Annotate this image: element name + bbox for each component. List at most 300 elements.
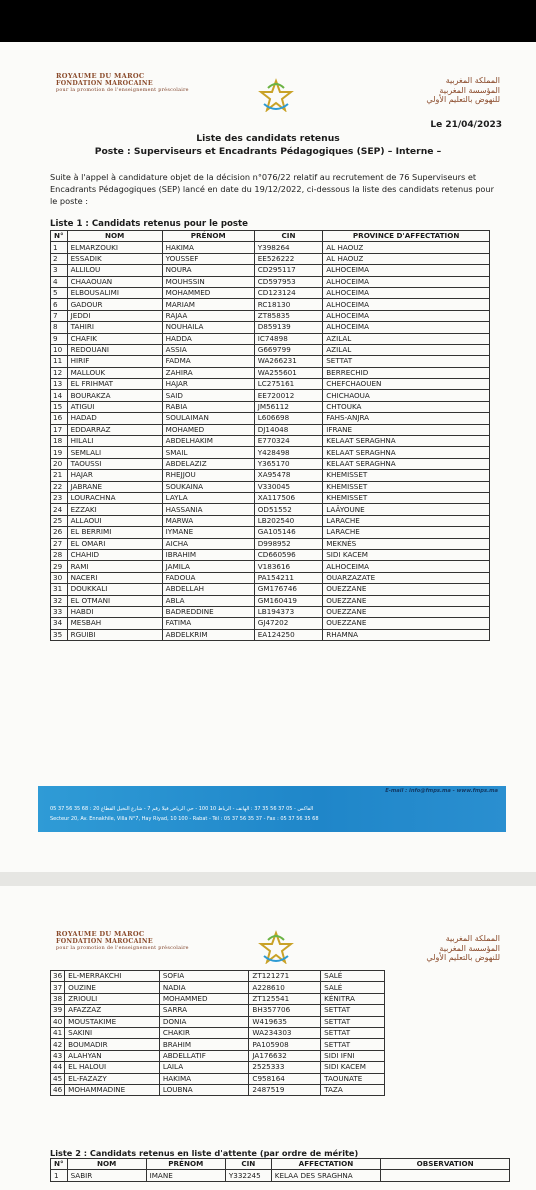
- fmps-star-logo-icon: [258, 78, 294, 112]
- cell-prenom: DONIA: [159, 1016, 249, 1027]
- cell-nom: RGUIBI: [67, 629, 162, 640]
- cell-province: SETTAT: [323, 356, 490, 367]
- cell-number: 17: [51, 424, 68, 435]
- list2-title: Liste 2 : Candidats retenus en liste d'attente (par ordre de mérite): [50, 1148, 359, 1158]
- wcol-number: N°: [51, 1159, 68, 1170]
- page-gap: [0, 872, 536, 886]
- cell-cin: Y365170: [254, 458, 322, 469]
- col-province: PROVINCE D'AFFECTATION: [323, 231, 490, 242]
- table-row: [51, 1050, 385, 1061]
- table-row: [51, 481, 490, 492]
- cell-prenom: HAKIMA: [162, 242, 254, 253]
- cell-nom: MESBAH: [67, 618, 162, 629]
- cell-nom: ALLILOU: [67, 265, 162, 276]
- cell-nom: SABIR: [67, 1170, 146, 1181]
- cell-province: KHEMISSET: [323, 470, 490, 481]
- col-prenom: PRÉNOM: [162, 231, 254, 242]
- cell-province: OUEZZANE: [323, 618, 490, 629]
- footer-band: [38, 786, 506, 832]
- col-number: N°: [51, 231, 68, 242]
- document-page-2: [0, 886, 536, 1190]
- cell-number: 20: [51, 458, 68, 469]
- cell-number: 8: [51, 322, 68, 333]
- cell-prenom: ABDELKRIM: [162, 629, 254, 640]
- footer-address-arabic: 05 37 56 35 68 : الفاكس - 05 37 56 35 37 : الهاتف - الرباط 10 100 - حي الرياض فيلا رقم 7 - شارع النخيل القطاع 20: [50, 806, 314, 812]
- cell-number: 38: [51, 993, 65, 1004]
- cell-number: 24: [51, 504, 68, 515]
- cell-prenom: AICHA: [162, 538, 254, 549]
- cell-province: AZILAL: [323, 333, 490, 344]
- cell-number: 19: [51, 447, 68, 458]
- footer-address-french: Secteur 20, Av. Ennakhile, Villa N°7, Hay Riyad, 10 100 - Rabat - Tél : 05 37 56 35 37 - Fax : 05 37 56 35 68: [50, 816, 319, 822]
- table-row: [51, 1084, 385, 1095]
- cell-prenom: HASSANIA: [162, 504, 254, 515]
- header-arabic-line2-p2: المؤسسة المغربية: [439, 943, 500, 953]
- cell-prenom: RABIA: [162, 401, 254, 412]
- table-row: [51, 1073, 385, 1084]
- cell-nom: CHAFIK: [67, 333, 162, 344]
- table-row: [51, 436, 490, 447]
- cell-number: 33: [51, 606, 68, 617]
- cell-cin: E770324: [254, 436, 322, 447]
- cell-cin: ZT125541: [249, 993, 321, 1004]
- table-row: [51, 538, 490, 549]
- cell-province: OUEZZANE: [323, 606, 490, 617]
- table-row: [51, 549, 490, 560]
- cell-province: LARACHE: [323, 527, 490, 538]
- cell-province: SETTAT: [321, 1005, 385, 1016]
- cell-cin: PA105908: [249, 1039, 321, 1050]
- table-row: [51, 1016, 385, 1027]
- cell-cin: Y398264: [254, 242, 322, 253]
- cell-nom: HADAD: [67, 413, 162, 424]
- header-arabic-line1: المملكة المغربية: [445, 76, 500, 85]
- cell-province: LAÂYOUNE: [323, 504, 490, 515]
- cell-province: AL HAOUZ: [323, 242, 490, 253]
- cell-province: IFRANE: [323, 424, 490, 435]
- table-row: [51, 367, 490, 378]
- cell-cin: LB194373: [254, 606, 322, 617]
- cell-number: 26: [51, 527, 68, 538]
- cell-cin: RC18130: [254, 299, 322, 310]
- cell-cin: L606698: [254, 413, 322, 424]
- cell-cin: CD295117: [254, 265, 322, 276]
- cell-number: 12: [51, 367, 68, 378]
- cell-province: KHEMISSET: [323, 481, 490, 492]
- cell-nom: JABRANE: [67, 481, 162, 492]
- cell-province: CHTOUKA: [323, 401, 490, 412]
- cell-nom: EL-MERRAKCHI: [65, 971, 160, 982]
- cell-number: 21: [51, 470, 68, 481]
- cell-prenom: SOFIA: [159, 971, 249, 982]
- cell-nom: MOHAMMADINE: [65, 1084, 160, 1095]
- table-row: [51, 1039, 385, 1050]
- cell-prenom: HADDA: [162, 333, 254, 344]
- cell-nom: SEMLALI: [67, 447, 162, 458]
- cell-prenom: FATIMA: [162, 618, 254, 629]
- table-row: [51, 447, 490, 458]
- cell-prenom: FADOUA: [162, 572, 254, 583]
- cell-cin: LB202540: [254, 515, 322, 526]
- cell-province: TAZA: [321, 1084, 385, 1095]
- cell-cin: 2525333: [249, 1062, 321, 1073]
- cell-cin: ZT121271: [249, 971, 321, 982]
- cell-prenom: ABDELHAKIM: [162, 436, 254, 447]
- cell-cin: Y332245: [225, 1170, 271, 1181]
- cell-prenom: LAYLA: [162, 492, 254, 503]
- cell-nom: HAJAR: [67, 470, 162, 481]
- cell-prenom: ABDELAZIZ: [162, 458, 254, 469]
- col-cin: CIN: [254, 231, 322, 242]
- table-row: [51, 629, 490, 640]
- cell-prenom: SARRA: [159, 1005, 249, 1016]
- cell-number: 10: [51, 344, 68, 355]
- cell-cin: DJ14048: [254, 424, 322, 435]
- cell-province: BERRECHID: [323, 367, 490, 378]
- table-row: [51, 606, 490, 617]
- cell-number: 1: [51, 1170, 68, 1181]
- cell-number: 7: [51, 310, 68, 321]
- top-black-bar: [0, 0, 536, 42]
- cell-number: 28: [51, 549, 68, 560]
- cell-cin: IC74898: [254, 333, 322, 344]
- cell-nom: ZRIOULI: [65, 993, 160, 1004]
- cell-number: 37: [51, 982, 65, 993]
- table-row: [51, 413, 490, 424]
- cell-nom: OUZINE: [65, 982, 160, 993]
- cell-cin: CD660596: [254, 549, 322, 560]
- cell-number: 40: [51, 1016, 65, 1027]
- cell-prenom: LAILA: [159, 1062, 249, 1073]
- cell-cin: A228610: [249, 982, 321, 993]
- wcol-cin: CIN: [225, 1159, 271, 1170]
- table-row: [51, 515, 490, 526]
- cell-number: 29: [51, 561, 68, 572]
- cell-cin: OD51552: [254, 504, 322, 515]
- cell-prenom: SMAIL: [162, 447, 254, 458]
- cell-province: SIDI KACEM: [323, 549, 490, 560]
- cell-prenom: FADMA: [162, 356, 254, 367]
- header-mission: pour la promotion de l'enseignement préscolaire: [56, 88, 189, 93]
- cell-prenom: IMANE: [146, 1170, 225, 1181]
- cell-province: CHICHAOUA: [323, 390, 490, 401]
- table-row: [51, 424, 490, 435]
- table-header-row: [51, 231, 490, 242]
- cell-cin: JA176632: [249, 1050, 321, 1061]
- cell-nom: HABDI: [67, 606, 162, 617]
- table-row: [51, 390, 490, 401]
- wcol-observation: OBSERVATION: [381, 1159, 510, 1170]
- cell-number: 45: [51, 1073, 65, 1084]
- table-row: [51, 356, 490, 367]
- cell-nom: EDDARRAZ: [67, 424, 162, 435]
- cell-nom: ALAHYAN: [65, 1050, 160, 1061]
- cell-number: 23: [51, 492, 68, 503]
- cell-number: 5: [51, 287, 68, 298]
- cell-nom: EL OMARI: [67, 538, 162, 549]
- wcol-prenom: PRÉNOM: [146, 1159, 225, 1170]
- table-row: [51, 265, 490, 276]
- wcol-affectation: AFFECTATION: [271, 1159, 381, 1170]
- cell-number: 43: [51, 1050, 65, 1061]
- cell-number: 14: [51, 390, 68, 401]
- table-row: [51, 618, 490, 629]
- table-row: [51, 287, 490, 298]
- cell-prenom: SOULAIMAN: [162, 413, 254, 424]
- cell-number: 42: [51, 1039, 65, 1050]
- cell-number: 1: [51, 242, 68, 253]
- cell-nom: ELBOUSALIMI: [67, 287, 162, 298]
- cell-nom: EL OTMANI: [67, 595, 162, 606]
- cell-province: OUEZZANE: [323, 584, 490, 595]
- cell-province: AL HAOUZ: [323, 253, 490, 264]
- list1-title: Liste 1 : Candidats retenus pour le poste: [50, 219, 248, 229]
- cell-number: 13: [51, 379, 68, 390]
- cell-province: ALHOCEIMA: [323, 299, 490, 310]
- cell-nom: HILALI: [67, 436, 162, 447]
- cell-prenom: IYMANE: [162, 527, 254, 538]
- fmps-star-logo-icon-p2: [258, 930, 294, 964]
- cell-province: ALHOCEIMA: [323, 310, 490, 321]
- table-row: [51, 1170, 510, 1181]
- table-row: [51, 1062, 385, 1073]
- cell-province: MEKNÈS: [323, 538, 490, 549]
- cell-cin: G669799: [254, 344, 322, 355]
- cell-nom: ESSADIK: [67, 253, 162, 264]
- header-kingdom: ROYAUME DU MAROC: [56, 72, 145, 80]
- cell-nom: EL FRIHMAT: [67, 379, 162, 390]
- cell-nom: MOUSTAKIME: [65, 1016, 160, 1027]
- cell-province: FAHS-ANJRA: [323, 413, 490, 424]
- cell-province: SIDI KACEM: [321, 1062, 385, 1073]
- cell-number: 44: [51, 1062, 65, 1073]
- cell-nom: EL HALOUI: [65, 1062, 160, 1073]
- cell-prenom: BRAHIM: [159, 1039, 249, 1050]
- table-row: [51, 344, 490, 355]
- table-row: [51, 470, 490, 481]
- table-row: [51, 527, 490, 538]
- cell-prenom: LOUBNA: [159, 1084, 249, 1095]
- cell-cin: LC275161: [254, 379, 322, 390]
- cell-nom: SAKINI: [65, 1027, 160, 1038]
- cell-nom: ATIGUI: [67, 401, 162, 412]
- cell-number: 39: [51, 1005, 65, 1016]
- table-row: [51, 310, 490, 321]
- cell-province: ALHOCEIMA: [323, 276, 490, 287]
- cell-prenom: SOUKAINA: [162, 481, 254, 492]
- cell-prenom: NOURA: [162, 265, 254, 276]
- cell-nom: AFAZZAZ: [65, 1005, 160, 1016]
- cell-nom: ELMARZOUKI: [67, 242, 162, 253]
- cell-prenom: NADIA: [159, 982, 249, 993]
- cell-prenom: BADREDDINE: [162, 606, 254, 617]
- cell-number: 36: [51, 971, 65, 982]
- wcol-nom: NOM: [67, 1159, 146, 1170]
- table-row: [51, 276, 490, 287]
- table-row: [51, 401, 490, 412]
- cell-prenom: SAID: [162, 390, 254, 401]
- table-row: [51, 492, 490, 503]
- cell-prenom: MOHAMMED: [159, 993, 249, 1004]
- cell-prenom: MARIAM: [162, 299, 254, 310]
- cell-prenom: ABDELLAH: [162, 584, 254, 595]
- cell-nom: RAMI: [67, 561, 162, 572]
- document-date: Le 21/04/2023: [430, 120, 502, 130]
- cell-cin: PA154211: [254, 572, 322, 583]
- header-arabic: [426, 76, 500, 105]
- table-row: [51, 572, 490, 583]
- table-row: [51, 379, 490, 390]
- cell-province: SETTAT: [321, 1039, 385, 1050]
- cell-province: ALHOCEIMA: [323, 322, 490, 333]
- table-row: [51, 458, 490, 469]
- cell-cin: CD597953: [254, 276, 322, 287]
- cell-number: 16: [51, 413, 68, 424]
- cell-nom: REDOUANI: [67, 344, 162, 355]
- table-row: [51, 595, 490, 606]
- table-row: [51, 971, 385, 982]
- cell-cin: EE526222: [254, 253, 322, 264]
- cell-nom: EL-FAZAZY: [65, 1073, 160, 1084]
- cell-number: 11: [51, 356, 68, 367]
- cell-prenom: CHAKIR: [159, 1027, 249, 1038]
- table-row: [51, 1027, 385, 1038]
- table-row: [51, 242, 490, 253]
- cell-number: 30: [51, 572, 68, 583]
- cell-province: SETTAT: [321, 1016, 385, 1027]
- document-subtitle: Poste : Superviseurs et Encadrants Pédagogiques (SEP) – Interne –: [94, 146, 442, 157]
- header-french-p2: [56, 930, 189, 951]
- cell-province: TAOUNATE: [321, 1073, 385, 1084]
- cell-nom: JEDDI: [67, 310, 162, 321]
- cell-number: 25: [51, 515, 68, 526]
- cell-prenom: RAJAA: [162, 310, 254, 321]
- cell-province: KELAAT SERAGHNA: [323, 436, 490, 447]
- cell-number: 35: [51, 629, 68, 640]
- header-kingdom-p2: ROYAUME DU MAROC: [56, 930, 145, 938]
- cell-prenom: ASSIA: [162, 344, 254, 355]
- cell-province: SALÉ: [321, 982, 385, 993]
- footer-email: E-mail : info@fmps.ma - www.fmps.ma: [385, 788, 498, 794]
- cell-number: 18: [51, 436, 68, 447]
- table-row: [51, 299, 490, 310]
- cell-prenom: MARWA: [162, 515, 254, 526]
- cell-number: 15: [51, 401, 68, 412]
- cell-nom: CHAAOUAN: [67, 276, 162, 287]
- table-row: [51, 333, 490, 344]
- cell-number: 4: [51, 276, 68, 287]
- cell-cin: GJ47202: [254, 618, 322, 629]
- table-row: [51, 504, 490, 515]
- cell-number: 9: [51, 333, 68, 344]
- candidates-table-continued: [50, 970, 385, 1096]
- cell-number: 32: [51, 595, 68, 606]
- cell-prenom: ABDELLATIF: [159, 1050, 249, 1061]
- cell-cin: D998952: [254, 538, 322, 549]
- cell-cin: GA105146: [254, 527, 322, 538]
- cell-prenom: ZAHIRA: [162, 367, 254, 378]
- header-foundation-p2: FONDATION MAROCAINE: [56, 938, 153, 945]
- cell-number: 27: [51, 538, 68, 549]
- cell-cin: V330045: [254, 481, 322, 492]
- table-row: [51, 1005, 385, 1016]
- cell-cin: XA117506: [254, 492, 322, 503]
- cell-nom: BOUMADIR: [65, 1039, 160, 1050]
- cell-prenom: RHEJJOU: [162, 470, 254, 481]
- header-arabic-line3: للنهوض بالتعليم الأولي: [426, 95, 500, 104]
- table-row: [51, 253, 490, 264]
- cell-cin: CD123124: [254, 287, 322, 298]
- cell-nom: MALLOUK: [67, 367, 162, 378]
- header-mission-p2: pour la promotion de l'enseignement préscolaire: [56, 946, 189, 951]
- cell-nom: EL BERRIMI: [67, 527, 162, 538]
- cell-prenom: HAJAR: [162, 379, 254, 390]
- cell-number: 6: [51, 299, 68, 310]
- cell-cin: 2487519: [249, 1084, 321, 1095]
- cell-province: ALHOCEIMA: [323, 561, 490, 572]
- cell-province: AZILAL: [323, 344, 490, 355]
- cell-province: KELAAT SERAGHNA: [323, 447, 490, 458]
- cell-province: ALHOCEIMA: [323, 265, 490, 276]
- cell-province: RHAMNA: [323, 629, 490, 640]
- cell-cin: GM176746: [254, 584, 322, 595]
- cell-province: OUARZAZATE: [323, 572, 490, 583]
- cell-prenom: ABLA: [162, 595, 254, 606]
- document-page-1: [0, 42, 536, 872]
- intro-paragraph: Suite à l'appel à candidature objet de la décision n°076/22 relatif au recrutement de 76 Superviseurs et Encadrants Pédagogiques (SEP) lancé en date du 19/12/2022, ci-dessous la liste des candidats retenus pour le poste :: [50, 172, 494, 206]
- cell-cin: XA95478: [254, 470, 322, 481]
- cell-nom: CHAHID: [67, 549, 162, 560]
- cell-cin: EE720012: [254, 390, 322, 401]
- cell-nom: LOURACHNA: [67, 492, 162, 503]
- cell-province: SETTAT: [321, 1027, 385, 1038]
- cell-number: 34: [51, 618, 68, 629]
- cell-prenom: MOUHSSIN: [162, 276, 254, 287]
- cell-cin: WA266231: [254, 356, 322, 367]
- header-arabic-p2: [426, 934, 500, 963]
- table-row: [51, 993, 385, 1004]
- cell-cin: ZT85835: [254, 310, 322, 321]
- cell-cin: JM56112: [254, 401, 322, 412]
- cell-cin: Y428498: [254, 447, 322, 458]
- cell-prenom: MOHAMMED: [162, 287, 254, 298]
- cell-cin: EA124250: [254, 629, 322, 640]
- header-arabic-line1-p2: المملكة المغربية: [445, 934, 500, 943]
- cell-cin: GM160419: [254, 595, 322, 606]
- cell-cin: C958164: [249, 1073, 321, 1084]
- table-row: [51, 561, 490, 572]
- cell-province: KELAA DES SRAGHNA: [271, 1170, 381, 1181]
- cell-prenom: YOUSSEF: [162, 253, 254, 264]
- cell-province: SIDI IFNI: [321, 1050, 385, 1061]
- header-arabic-line3-p2: للنهوض بالتعليم الأولي: [426, 953, 500, 962]
- cell-province: KHEMISSET: [323, 492, 490, 503]
- header-french: [56, 72, 189, 93]
- table-row: [51, 982, 385, 993]
- cell-prenom: JAMILA: [162, 561, 254, 572]
- cell-province: KÉNITRA: [321, 993, 385, 1004]
- cell-observation: [381, 1170, 510, 1181]
- waiting-header-row: [51, 1159, 510, 1170]
- cell-cin: D859139: [254, 322, 322, 333]
- cell-prenom: IBRAHIM: [162, 549, 254, 560]
- header-foundation: FONDATION MAROCAINE: [56, 80, 153, 87]
- cell-cin: WA234303: [249, 1027, 321, 1038]
- cell-number: 3: [51, 265, 68, 276]
- cell-cin: V183616: [254, 561, 322, 572]
- cell-province: KELAAT SERAGHNA: [323, 458, 490, 469]
- cell-province: CHEFCHAOUEN: [323, 379, 490, 390]
